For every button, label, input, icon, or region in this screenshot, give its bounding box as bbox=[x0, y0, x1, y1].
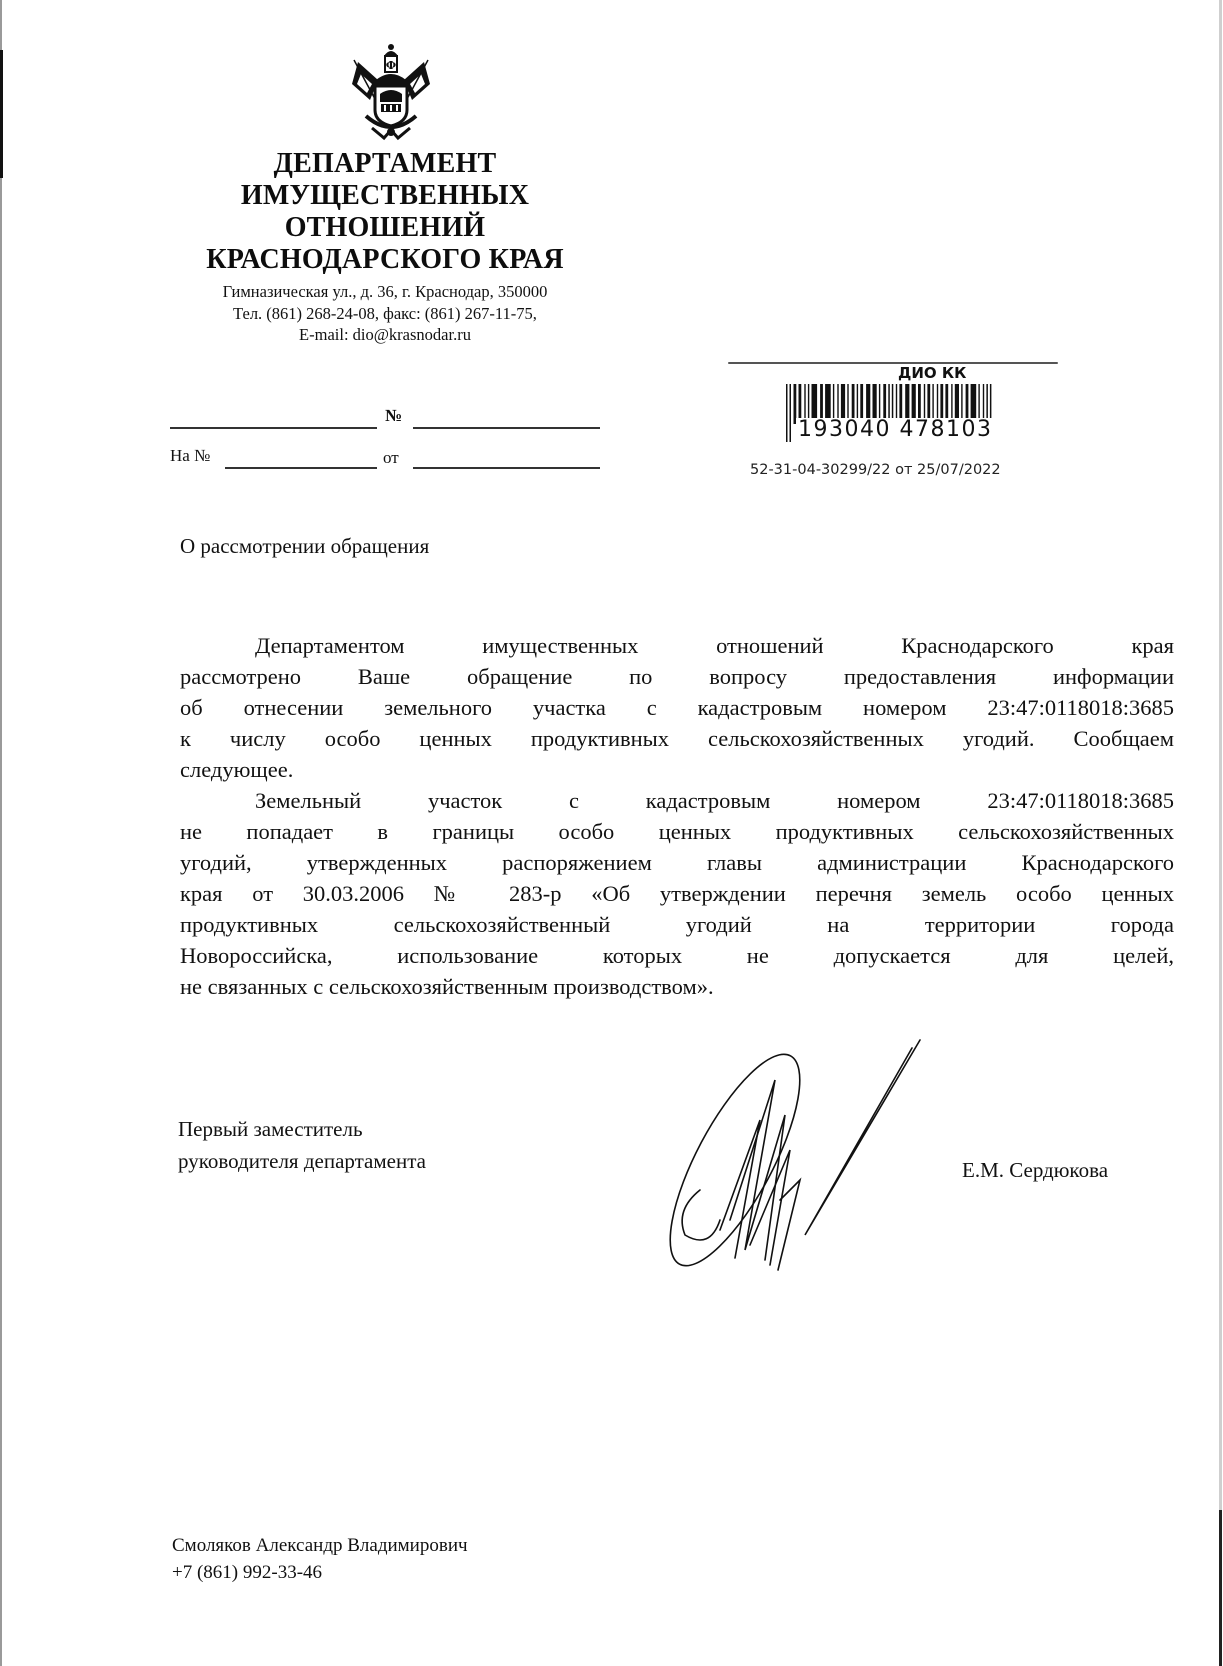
executor-phone: +7 (861) 992-33-46 bbox=[172, 1562, 323, 1583]
body-line: продуктивных сельскохозяйственный угодий на территории города bbox=[180, 912, 1174, 937]
scan-edge-right-shadow bbox=[1219, 1510, 1222, 1666]
incoming-registration-number: 52-31-04-30299/22 от 25/07/2022 bbox=[750, 462, 1001, 478]
body-line: угодий, утвержденных распоряжением главы администрации Краснодарского bbox=[180, 850, 1174, 875]
paragraph-2 bbox=[180, 785, 1174, 1002]
email-line: E-mail: dio@krasnodar.ru bbox=[299, 325, 471, 344]
scan-edge-right bbox=[1219, 0, 1222, 1666]
organization-title-line: КРАСНОДАРСКОГО КРАЯ bbox=[206, 244, 564, 275]
phone-fax-line: Тел. (861) 268-24-08, факс: (861) 267-11-75, bbox=[233, 303, 537, 323]
organization-address bbox=[150, 281, 620, 346]
body-line: следующее. bbox=[180, 757, 294, 782]
stamp-label: ДИО КК bbox=[898, 364, 967, 382]
coat-of-arms-icon bbox=[348, 42, 434, 142]
signer-name: Е.М. Сердюкова bbox=[962, 1158, 1109, 1182]
barcode-number: 193040 478103 bbox=[798, 417, 993, 442]
executor-contact bbox=[172, 1532, 468, 1586]
body-line: не связанных с сельскохозяйственным производством». bbox=[180, 974, 714, 999]
address-line: Гимназическая ул., д. 36, г. Краснодар, 350000 bbox=[222, 282, 548, 301]
registration-fields bbox=[170, 400, 600, 480]
paragraph-1 bbox=[180, 630, 1174, 785]
body-line: об отнесении земельного участка с кадастровым номером 23:47:0118018:3685 bbox=[180, 695, 1174, 720]
reply-to-date-line bbox=[413, 467, 600, 469]
organization-title-line: ИМУЩЕСТВЕННЫХ bbox=[240, 180, 530, 211]
reply-to-number-label: На № bbox=[170, 446, 211, 465]
stamp-border-line bbox=[728, 362, 1058, 364]
executor-name: Смоляков Александр Владимирович bbox=[172, 1535, 468, 1556]
signer-position-line: Первый заместитель bbox=[178, 1117, 363, 1141]
letter-body bbox=[180, 630, 1174, 1002]
scan-edge-left-shadow bbox=[0, 50, 3, 178]
body-line: к числу особо ценных продуктивных сельскохозяйственных угодий. Сообщаем bbox=[180, 726, 1174, 751]
body-line: рассмотрено Ваше обращение по вопросу предоставления информации bbox=[180, 664, 1174, 689]
signer-position bbox=[178, 1113, 426, 1177]
outgoing-number-label: № bbox=[385, 406, 403, 425]
body-line: не попадает в границы особо ценных продуктивных сельскохозяйственных bbox=[180, 819, 1174, 844]
registration-stamp bbox=[728, 358, 1058, 498]
scan-edge-left bbox=[0, 0, 2, 1666]
barcode-bar bbox=[790, 384, 792, 442]
organization-title-line: ДЕПАРТАМЕНТ bbox=[273, 148, 497, 179]
outgoing-date-line bbox=[170, 427, 377, 429]
barcode-bar bbox=[786, 384, 788, 442]
signer-position-line: руководителя департамента bbox=[178, 1149, 426, 1173]
handwritten-signature bbox=[650, 1020, 950, 1280]
organization-title-line: ОТНОШЕНИЙ bbox=[284, 212, 486, 243]
body-line: края от 30.03.2006 № 283-р «Об утверждении перечня земель особо ценных bbox=[180, 881, 1174, 906]
body-line: Земельный участок с кадастровым номером 23:47:0118018:3685 bbox=[255, 788, 1174, 813]
organization-title bbox=[150, 148, 620, 276]
svg-text:Ф: Ф bbox=[385, 59, 397, 72]
reply-to-number-line bbox=[225, 467, 377, 469]
reply-to-date-label: от bbox=[383, 448, 399, 467]
body-line: Департаментом имущественных отношений Краснодарского края bbox=[255, 633, 1174, 658]
body-line: Новороссийска, использование которых не допускается для целей, bbox=[180, 943, 1174, 968]
outgoing-number-line bbox=[413, 427, 600, 429]
letter-subject: О рассмотрении обращения bbox=[180, 534, 430, 558]
